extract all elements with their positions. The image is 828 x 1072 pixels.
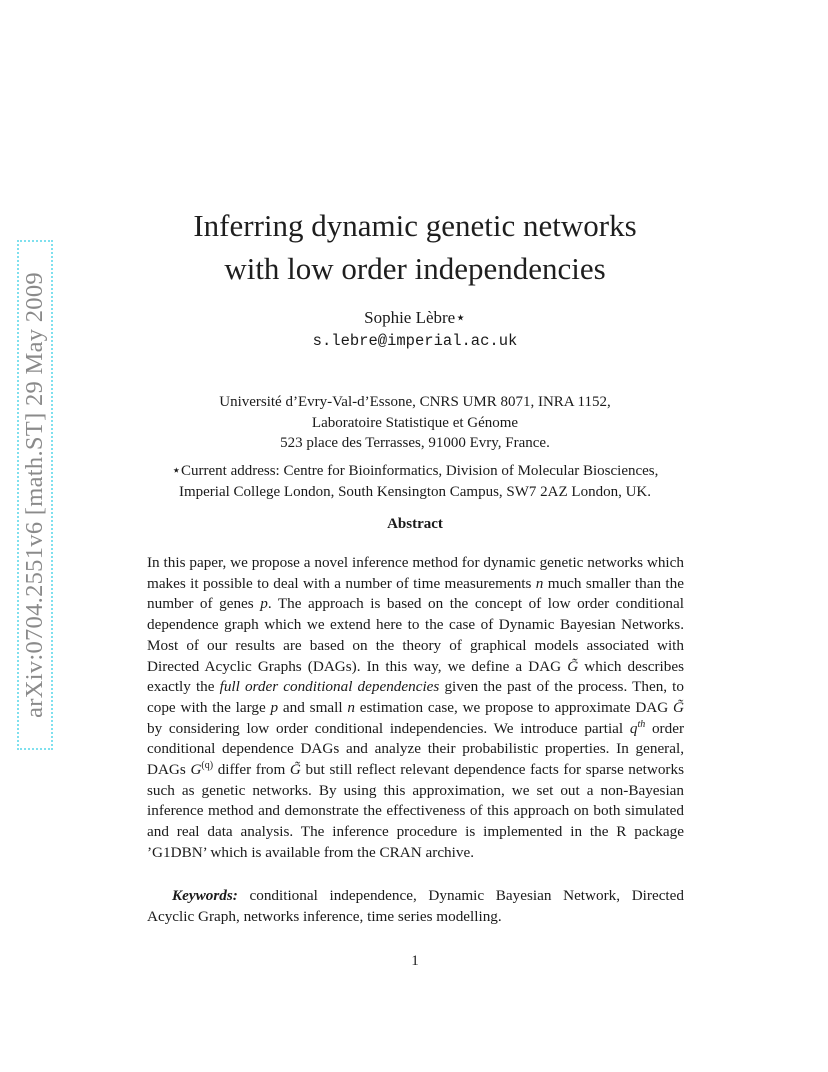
title-line-2: with low order independencies xyxy=(224,251,606,286)
math-g-tilde: G̃ xyxy=(289,761,301,779)
math-th-superscript: th xyxy=(637,718,646,730)
abstract-text: . The approach is based on the concept of low order conditional dependence graph which we extend here to the case of Dynamic Bayesian Networks. Most of our results are based on the theory of graphical models associated with Directed Acyclic Graphs (DAGs). In this way, we define a DAG xyxy=(147,595,684,675)
keywords-paragraph xyxy=(147,886,684,927)
affiliation-line-1: Université d’Evry-Val-d’Essone, CNRS UMR 8071, INRA 1152, xyxy=(219,394,611,410)
math-p: p xyxy=(260,595,268,613)
page-number: 1 xyxy=(411,953,419,969)
author-name: Sophie Lèbre⋆ xyxy=(364,308,466,327)
affiliation-line-2: Laboratoire Statistique et Génome xyxy=(311,414,519,431)
abstract-text: order conditional dependence DAGs and analyze their probabilistic properties. In general, DAGs xyxy=(147,719,685,779)
math-g-tilde: G̃ xyxy=(673,698,684,716)
abstract-text: given the past of the process. Then, to cope with the large xyxy=(147,678,684,716)
abstract-text: and small xyxy=(278,698,348,716)
author-email: s.lebre@imperial.ac.uk xyxy=(312,332,518,350)
math-g-tilde: G̃ xyxy=(567,657,579,675)
math-g-q: G xyxy=(190,761,202,779)
paper-title xyxy=(100,204,730,290)
abstract-text: by considering low order conditional independencies. We introduce partial xyxy=(147,719,630,737)
math-q: q xyxy=(629,719,638,737)
math-n: n xyxy=(535,574,544,592)
abstract-text: differ from xyxy=(213,761,290,779)
math-p: p xyxy=(270,698,279,716)
math-q-superscript: (q) xyxy=(201,759,214,771)
keywords-label: Keywords: xyxy=(172,887,238,904)
abstract-heading: Abstract xyxy=(387,516,443,532)
affiliation-block xyxy=(100,392,730,454)
abstract-body xyxy=(147,553,684,864)
arxiv-identifier-text: arXiv:0704.2551v6 [math.ST] 29 May 2009 xyxy=(21,272,48,718)
current-address-line-2: Imperial College London, South Kensington Campus, SW7 2AZ London, UK. xyxy=(178,483,652,500)
abstract-text: much smaller than the number of genes xyxy=(147,574,684,613)
abstract-emphasis: full order conditional dependencies xyxy=(219,678,440,696)
abstract-text: In this paper, we propose a novel inference method for dynamic genetic networks which makes it possible to deal with a number of time measurements xyxy=(147,554,684,592)
affiliation-line-3: 523 place des Terrasses, 91000 Evry, France. xyxy=(280,435,550,451)
title-line-1: Inferring dynamic genetic networks xyxy=(193,208,637,243)
abstract-text: but still reflect relevant dependence facts for sparse networks such as genetic networks. By using this approximation, we set out a non-Bayesian inference method and demonstrate the effectiveness of this approach on both simulated and real data analysis. The inference procedure is implemented in the R package ’G1DBN’ which is available from the CRAN archive. xyxy=(147,761,684,861)
abstract-text: estimation case, we propose to approximate DAG xyxy=(354,698,674,716)
abstract-text: which describes exactly the xyxy=(147,657,685,696)
current-address-block xyxy=(100,461,730,502)
current-address-line-1: ⋆Current address: Centre for Bioinformatics, Division of Molecular Biosciences, xyxy=(171,463,659,479)
arxiv-identifier-stamp xyxy=(17,240,53,750)
math-n: n xyxy=(347,698,355,716)
keywords-text: conditional independence, Dynamic Bayesian Network, Directed Acyclic Graph, networks inference, time series modelling. xyxy=(147,887,684,925)
